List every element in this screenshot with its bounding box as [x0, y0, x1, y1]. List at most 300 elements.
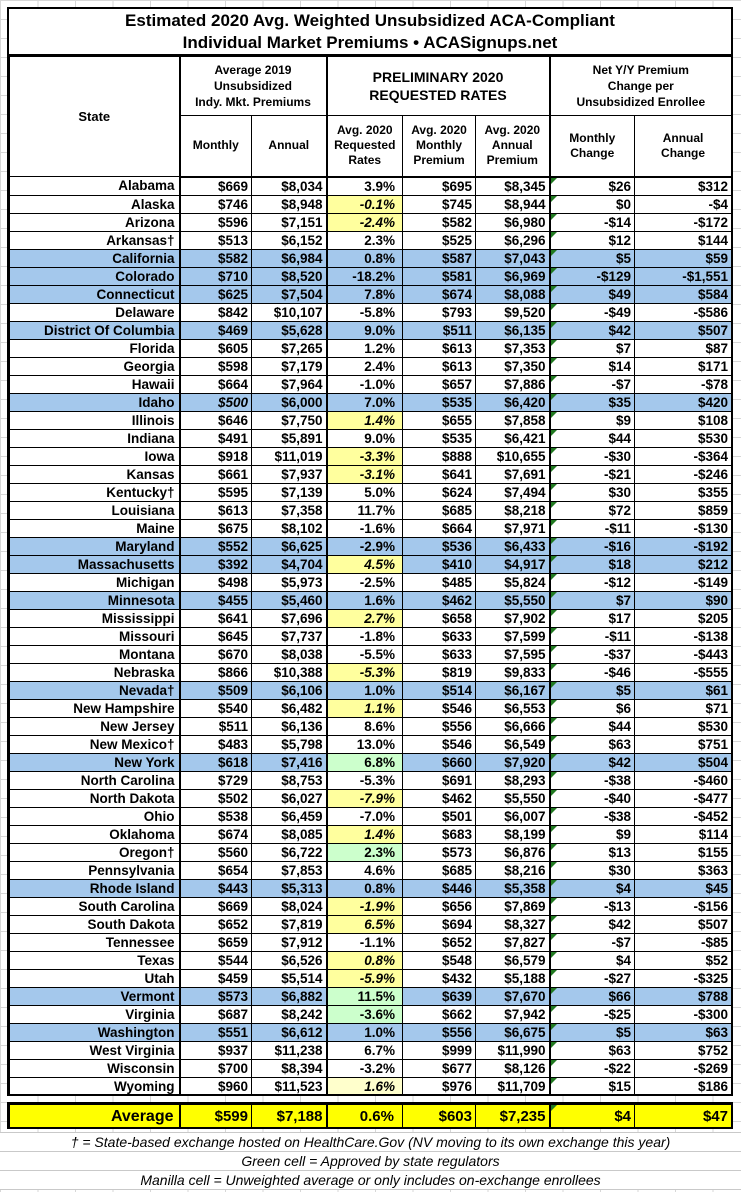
state-row	[10, 465, 732, 483]
annual-premium-cell: $6,666	[476, 717, 550, 735]
annual-premium-cell: $10,655	[476, 447, 550, 465]
average-a20-cell: $7,235	[476, 1105, 550, 1129]
state-cell: Michigan	[10, 573, 180, 591]
annual-change-cell: $859	[635, 501, 732, 519]
annual-2019-cell: $6,000	[252, 393, 327, 411]
monthly-premium-cell: $525	[403, 231, 476, 249]
annual-2019-cell: $5,460	[252, 591, 327, 609]
monthly-premium-cell: $695	[403, 177, 476, 196]
annual-change-cell: $504	[635, 753, 732, 771]
monthly-premium-cell: $535	[403, 429, 476, 447]
annual-premium-cell: $7,902	[476, 609, 550, 627]
monthly-premium-cell: $683	[403, 825, 476, 843]
annual-2019-cell: $8,242	[252, 1005, 327, 1023]
requested-rate-cell: 1.1%	[327, 699, 403, 717]
state-row	[10, 303, 732, 321]
annual-change-cell: $420	[635, 393, 732, 411]
state-cell: Arizona	[10, 213, 180, 231]
monthly-2019-cell: $960	[180, 1077, 252, 1095]
annual-premium-cell: $8,126	[476, 1059, 550, 1077]
monthly-change-cell: -$11	[550, 519, 635, 537]
state-cell: Colorado	[10, 267, 180, 285]
annual-premium-cell: $8,327	[476, 915, 550, 933]
monthly-premium-cell: $573	[403, 843, 476, 861]
annual-2019-cell: $7,151	[252, 213, 327, 231]
requested-rate-cell: 4.6%	[327, 861, 403, 879]
requested-rate-cell: -1.1%	[327, 933, 403, 951]
premium-data-table	[9, 56, 732, 1096]
monthly-premium-cell: $976	[403, 1077, 476, 1095]
monthly-change-cell: $42	[550, 753, 635, 771]
annual-premium-cell: $6,549	[476, 735, 550, 753]
annual-2019-cell: $6,984	[252, 249, 327, 267]
annual-premium-cell: $7,353	[476, 339, 550, 357]
requested-rate-cell: -3.2%	[327, 1059, 403, 1077]
state-cell: Florida	[10, 339, 180, 357]
requested-rate-cell: 8.6%	[327, 717, 403, 735]
annual-2019-cell: $7,504	[252, 285, 327, 303]
monthly-premium-cell: $888	[403, 447, 476, 465]
annual-premium-cell: $6,433	[476, 537, 550, 555]
monthly-change-cell: -$27	[550, 969, 635, 987]
state-row	[10, 609, 732, 627]
premium-table	[7, 7, 733, 1096]
annual-premium-cell: $6,421	[476, 429, 550, 447]
monthly-change-cell: $7	[550, 339, 635, 357]
group-2020-line: REQUESTED RATES	[369, 87, 507, 103]
state-row	[10, 429, 732, 447]
annual-premium-cell: $8,199	[476, 825, 550, 843]
monthly-premium-cell: $662	[403, 1005, 476, 1023]
state-cell: Ohio	[10, 807, 180, 825]
requested-rate-cell: -3.3%	[327, 447, 403, 465]
annual-premium-cell: $6,876	[476, 843, 550, 861]
annual-change-cell: $363	[635, 861, 732, 879]
monthly-premium-cell: $999	[403, 1041, 476, 1059]
annual-2019-cell: $6,106	[252, 681, 327, 699]
state-cell: Alaska	[10, 195, 180, 213]
annual-change-cell: $507	[635, 321, 732, 339]
annual-premium-cell: $8,218	[476, 501, 550, 519]
annual-2019-cell: $5,798	[252, 735, 327, 753]
monthly-premium-cell: $655	[403, 411, 476, 429]
state-row	[10, 1041, 732, 1059]
monthly-premium-cell: $587	[403, 249, 476, 267]
monthly-premium-cell: $514	[403, 681, 476, 699]
state-row	[10, 267, 732, 285]
average-m19-cell: $599	[180, 1105, 252, 1129]
requested-rate-cell: 11.7%	[327, 501, 403, 519]
monthly-premium-cell: $745	[403, 195, 476, 213]
monthly-premium-cell: $548	[403, 951, 476, 969]
state-cell: Utah	[10, 969, 180, 987]
state-cell: Mississippi	[10, 609, 180, 627]
state-row	[10, 393, 732, 411]
state-row	[10, 1059, 732, 1077]
annual-change-cell: $312	[635, 177, 732, 196]
monthly-change-cell: $63	[550, 1041, 635, 1059]
requested-rate-cell: 9.0%	[327, 321, 403, 339]
monthly-premium-cell: $656	[403, 897, 476, 915]
group-change-line: Change per	[607, 79, 674, 93]
requested-rate-cell: -1.9%	[327, 897, 403, 915]
title-line-2: Individual Market Premiums • ACASignups.net	[182, 32, 558, 52]
monthly-premium-cell: $546	[403, 699, 476, 717]
annual-2019-cell: $7,139	[252, 483, 327, 501]
annual-premium-cell: $5,550	[476, 789, 550, 807]
annual-premium-cell: $6,167	[476, 681, 550, 699]
monthly-premium-cell: $658	[403, 609, 476, 627]
monthly-change-cell: -$46	[550, 663, 635, 681]
monthly-change-cell: $13	[550, 843, 635, 861]
monthly-change-cell: $4	[550, 879, 635, 897]
monthly-2019-cell: $674	[180, 825, 252, 843]
state-cell: Oklahoma	[10, 825, 180, 843]
state-cell: North Carolina	[10, 771, 180, 789]
monthly-2019-cell: $669	[180, 177, 252, 196]
annual-2019-cell: $6,882	[252, 987, 327, 1005]
monthly-premium-cell: $793	[403, 303, 476, 321]
requested-rate-cell: 11.5%	[327, 987, 403, 1005]
annual-premium-cell: $9,833	[476, 663, 550, 681]
state-row	[10, 915, 732, 933]
requested-rate-cell: -2.9%	[327, 537, 403, 555]
monthly-change-cell: -$13	[550, 897, 635, 915]
state-row	[10, 627, 732, 645]
requested-rate-cell: 1.0%	[327, 1023, 403, 1041]
annual-change-cell: $584	[635, 285, 732, 303]
monthly-change-cell: -$129	[550, 267, 635, 285]
col-group-yy-change	[550, 57, 732, 116]
monthly-change-cell: -$14	[550, 213, 635, 231]
col-header-annual-change: Annual Change	[635, 116, 732, 177]
state-cell: Maryland	[10, 537, 180, 555]
state-cell: Maine	[10, 519, 180, 537]
state-cell: Nebraska	[10, 663, 180, 681]
annual-premium-cell: $6,296	[476, 231, 550, 249]
annual-change-cell: -$85	[635, 933, 732, 951]
annual-2019-cell: $7,358	[252, 501, 327, 519]
col-header-requested-rates: Avg. 2020 Requested Rates	[327, 116, 403, 177]
annual-2019-cell: $5,628	[252, 321, 327, 339]
monthly-2019-cell: $392	[180, 555, 252, 573]
state-row	[10, 681, 732, 699]
requested-rate-cell: 0.8%	[327, 249, 403, 267]
annual-change-cell: -$156	[635, 897, 732, 915]
state-cell: South Carolina	[10, 897, 180, 915]
annual-change-cell: -$460	[635, 771, 732, 789]
monthly-2019-cell: $866	[180, 663, 252, 681]
monthly-change-cell: $5	[550, 1023, 635, 1041]
state-cell: Delaware	[10, 303, 180, 321]
requested-rate-cell: 2.3%	[327, 231, 403, 249]
state-row	[10, 951, 732, 969]
footnote-green-cell: Green cell = Approved by state regulators	[0, 1152, 741, 1171]
monthly-premium-cell: $660	[403, 753, 476, 771]
annual-change-cell: $108	[635, 411, 732, 429]
monthly-premium-cell: $639	[403, 987, 476, 1005]
col-header-monthly-premium: Avg. 2020 Monthly Premium	[403, 116, 476, 177]
monthly-change-cell: -$40	[550, 789, 635, 807]
state-cell: Louisiana	[10, 501, 180, 519]
monthly-2019-cell: $491	[180, 429, 252, 447]
monthly-2019-cell: $842	[180, 303, 252, 321]
monthly-2019-cell: $595	[180, 483, 252, 501]
requested-rate-cell: 5.0%	[327, 483, 403, 501]
state-cell: Kentucky†	[10, 483, 180, 501]
requested-rate-cell: 6.5%	[327, 915, 403, 933]
requested-rate-cell: 0.8%	[327, 879, 403, 897]
annual-2019-cell: $7,179	[252, 357, 327, 375]
state-row	[10, 447, 732, 465]
state-cell: Oregon†	[10, 843, 180, 861]
average-annual-change-cell: $47	[635, 1105, 732, 1129]
monthly-premium-cell: $677	[403, 1059, 476, 1077]
state-row	[10, 753, 732, 771]
annual-premium-cell: $5,550	[476, 591, 550, 609]
requested-rate-cell: -5.5%	[327, 645, 403, 663]
requested-rate-cell: 7.0%	[327, 393, 403, 411]
monthly-change-cell: $35	[550, 393, 635, 411]
requested-rate-cell: -3.6%	[327, 1005, 403, 1023]
monthly-2019-cell: $654	[180, 861, 252, 879]
annual-2019-cell: $11,019	[252, 447, 327, 465]
annual-2019-cell: $6,459	[252, 807, 327, 825]
state-row	[10, 987, 732, 1005]
annual-2019-cell: $8,034	[252, 177, 327, 196]
requested-rate-cell: 1.2%	[327, 339, 403, 357]
requested-rate-cell: 1.4%	[327, 411, 403, 429]
annual-change-cell: $171	[635, 357, 732, 375]
annual-premium-cell: $7,869	[476, 897, 550, 915]
monthly-change-cell: -$38	[550, 771, 635, 789]
monthly-change-cell: -$21	[550, 465, 635, 483]
state-row	[10, 213, 732, 231]
title-line-1: Estimated 2020 Avg. Weighted Unsubsidized ACA-Compliant	[125, 10, 615, 30]
monthly-2019-cell: $618	[180, 753, 252, 771]
annual-change-cell: -$130	[635, 519, 732, 537]
col-header-monthly-change: Monthly Change	[550, 116, 635, 177]
state-cell: New Mexico†	[10, 735, 180, 753]
state-row	[10, 411, 732, 429]
state-cell: Rhode Island	[10, 879, 180, 897]
monthly-2019-cell: $746	[180, 195, 252, 213]
annual-2019-cell: $8,520	[252, 267, 327, 285]
monthly-premium-cell: $652	[403, 933, 476, 951]
monthly-2019-cell: $729	[180, 771, 252, 789]
requested-rate-cell: 1.4%	[327, 825, 403, 843]
annual-change-cell: $507	[635, 915, 732, 933]
annual-2019-cell: $5,313	[252, 879, 327, 897]
annual-2019-cell: $4,704	[252, 555, 327, 573]
monthly-change-cell: $63	[550, 735, 635, 753]
monthly-2019-cell: $538	[180, 807, 252, 825]
average-rate-cell: 0.6%	[327, 1105, 403, 1129]
annual-2019-cell: $7,750	[252, 411, 327, 429]
monthly-change-cell: -$49	[550, 303, 635, 321]
annual-change-cell: -$138	[635, 627, 732, 645]
col-group-2020-requested	[327, 57, 550, 116]
state-row	[10, 573, 732, 591]
annual-2019-cell: $7,819	[252, 915, 327, 933]
annual-premium-cell: $6,579	[476, 951, 550, 969]
state-row	[10, 231, 732, 249]
state-row	[10, 807, 732, 825]
state-cell: Connecticut	[10, 285, 180, 303]
state-row	[10, 321, 732, 339]
annual-premium-cell: $4,917	[476, 555, 550, 573]
monthly-change-cell: $9	[550, 825, 635, 843]
monthly-2019-cell: $661	[180, 465, 252, 483]
monthly-change-cell: $6	[550, 699, 635, 717]
annual-premium-cell: $7,920	[476, 753, 550, 771]
monthly-change-cell: -$38	[550, 807, 635, 825]
annual-2019-cell: $7,737	[252, 627, 327, 645]
monthly-premium-cell: $641	[403, 465, 476, 483]
group-2019-line: Average 2019	[214, 63, 292, 77]
monthly-2019-cell: $710	[180, 267, 252, 285]
annual-2019-cell: $11,238	[252, 1041, 327, 1059]
annual-change-cell: $61	[635, 681, 732, 699]
annual-2019-cell: $10,388	[252, 663, 327, 681]
state-cell: Nevada†	[10, 681, 180, 699]
state-row	[10, 195, 732, 213]
annual-change-cell: $186	[635, 1077, 732, 1095]
state-row	[10, 645, 732, 663]
monthly-2019-cell: $573	[180, 987, 252, 1005]
annual-premium-cell: $11,990	[476, 1041, 550, 1059]
requested-rate-cell: 13.0%	[327, 735, 403, 753]
annual-change-cell: $155	[635, 843, 732, 861]
monthly-change-cell: $44	[550, 429, 635, 447]
monthly-change-cell: -$37	[550, 645, 635, 663]
annual-2019-cell: $6,136	[252, 717, 327, 735]
monthly-premium-cell: $685	[403, 501, 476, 519]
monthly-change-cell: $42	[550, 915, 635, 933]
annual-change-cell: $45	[635, 879, 732, 897]
requested-rate-cell: 6.7%	[327, 1041, 403, 1059]
table-header	[10, 57, 732, 177]
monthly-change-cell: -$16	[550, 537, 635, 555]
monthly-change-cell: $14	[550, 357, 635, 375]
col-header-annual-2019: Annual	[252, 116, 327, 177]
monthly-2019-cell: $511	[180, 717, 252, 735]
state-row	[10, 249, 732, 267]
state-row	[10, 483, 732, 501]
annual-change-cell: -$269	[635, 1059, 732, 1077]
footnote-manilla-cell: Manilla cell = Unweighted average or only includes on-exchange enrollees	[0, 1171, 741, 1190]
monthly-change-cell: -$7	[550, 375, 635, 393]
requested-rate-cell: -0.1%	[327, 195, 403, 213]
annual-premium-cell: $8,345	[476, 177, 550, 196]
group-2019-line: Unsubsidized	[213, 79, 292, 93]
requested-rate-cell: -18.2%	[327, 267, 403, 285]
state-row	[10, 735, 732, 753]
annual-premium-cell: $6,007	[476, 807, 550, 825]
requested-rate-cell: 7.8%	[327, 285, 403, 303]
col-header-state: State	[10, 57, 180, 177]
annual-change-cell: $212	[635, 555, 732, 573]
state-cell: Minnesota	[10, 591, 180, 609]
annual-premium-cell: $7,043	[476, 249, 550, 267]
annual-premium-cell: $8,944	[476, 195, 550, 213]
state-row	[10, 897, 732, 915]
annual-premium-cell: $5,358	[476, 879, 550, 897]
annual-premium-cell: $7,827	[476, 933, 550, 951]
page-title	[9, 9, 731, 56]
state-row	[10, 1023, 732, 1041]
annual-2019-cell: $6,027	[252, 789, 327, 807]
annual-2019-cell: $7,853	[252, 861, 327, 879]
annual-change-cell: $87	[635, 339, 732, 357]
annual-premium-cell: $7,599	[476, 627, 550, 645]
state-cell: District Of Columbia	[10, 321, 180, 339]
state-cell: Kansas	[10, 465, 180, 483]
annual-premium-cell: $8,088	[476, 285, 550, 303]
monthly-2019-cell: $918	[180, 447, 252, 465]
annual-2019-cell: $8,753	[252, 771, 327, 789]
monthly-premium-cell: $485	[403, 573, 476, 591]
monthly-change-cell: -$7	[550, 933, 635, 951]
state-cell: Georgia	[10, 357, 180, 375]
annual-change-cell: -$555	[635, 663, 732, 681]
state-row	[10, 501, 732, 519]
monthly-premium-cell: $624	[403, 483, 476, 501]
monthly-2019-cell: $937	[180, 1041, 252, 1059]
state-row	[10, 861, 732, 879]
annual-2019-cell: $7,265	[252, 339, 327, 357]
annual-change-cell: -$246	[635, 465, 732, 483]
monthly-premium-cell: $446	[403, 879, 476, 897]
state-cell: Idaho	[10, 393, 180, 411]
monthly-change-cell: $0	[550, 195, 635, 213]
annual-2019-cell: $6,152	[252, 231, 327, 249]
annual-change-cell: $355	[635, 483, 732, 501]
requested-rate-cell: 9.0%	[327, 429, 403, 447]
monthly-change-cell: $5	[550, 249, 635, 267]
monthly-2019-cell: $552	[180, 537, 252, 555]
annual-2019-cell: $8,394	[252, 1059, 327, 1077]
annual-premium-cell: $7,494	[476, 483, 550, 501]
monthly-2019-cell: $687	[180, 1005, 252, 1023]
annual-2019-cell: $6,612	[252, 1023, 327, 1041]
monthly-premium-cell: $664	[403, 519, 476, 537]
monthly-change-cell: $15	[550, 1077, 635, 1095]
monthly-2019-cell: $443	[180, 879, 252, 897]
annual-premium-cell: $5,188	[476, 969, 550, 987]
monthly-change-cell: $44	[550, 717, 635, 735]
state-row	[10, 357, 732, 375]
annual-premium-cell: $7,886	[476, 375, 550, 393]
monthly-premium-cell: $556	[403, 717, 476, 735]
annual-2019-cell: $10,107	[252, 303, 327, 321]
monthly-2019-cell: $544	[180, 951, 252, 969]
annual-premium-cell: $7,858	[476, 411, 550, 429]
monthly-change-cell: -$30	[550, 447, 635, 465]
annual-2019-cell: $7,937	[252, 465, 327, 483]
annual-premium-cell: $6,980	[476, 213, 550, 231]
annual-premium-cell: $6,969	[476, 267, 550, 285]
monthly-2019-cell: $664	[180, 375, 252, 393]
average-a19-cell: $7,188	[252, 1105, 327, 1129]
monthly-premium-cell: $536	[403, 537, 476, 555]
monthly-2019-cell: $605	[180, 339, 252, 357]
monthly-change-cell: -$11	[550, 627, 635, 645]
annual-change-cell: -$4	[635, 195, 732, 213]
premium-table-body	[10, 177, 732, 1096]
monthly-change-cell: $72	[550, 501, 635, 519]
requested-rate-cell: 2.7%	[327, 609, 403, 627]
